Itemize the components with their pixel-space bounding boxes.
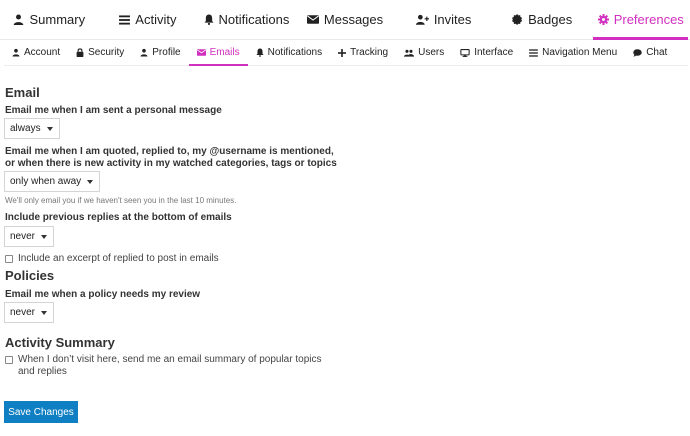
previous-replies-value: never: [10, 231, 36, 242]
subnav-profile[interactable]: [132, 40, 188, 65]
mentions-label-line2: or when there is new activity in my watched categories, tags or topics: [5, 158, 337, 169]
bell-icon: [256, 48, 264, 57]
policy-review-label: Email me when a policy needs my review: [5, 289, 201, 300]
subnav-navigation-menu[interactable]: [521, 40, 625, 65]
nav-invites-label: Invites: [433, 12, 472, 27]
email-section-title: Email: [5, 85, 40, 100]
subnav-emails-label: Emails: [209, 47, 240, 58]
caret-down-icon: [41, 311, 47, 315]
excerpt-option: [5, 253, 219, 265]
nav-badges-label: Badges: [528, 12, 573, 27]
mentions-select[interactable]: [4, 171, 100, 192]
subnav-navigation-menu-label: Navigation Menu: [542, 47, 618, 58]
envelope-icon: [197, 49, 206, 56]
subnav-users-label: Users: [418, 47, 445, 58]
subnav-account[interactable]: [4, 40, 68, 65]
mentions-hint: We'll only email you if we haven't seen you in the last 10 minutes.: [5, 196, 237, 205]
subnav-tracking-label: Tracking: [350, 47, 389, 58]
excerpt-label: Include an excerpt of replied to post in emails: [18, 253, 219, 264]
user-icon: [12, 48, 20, 57]
chat-bubble-icon: [633, 49, 642, 57]
personal-message-label: Email me when I am sent a personal message: [5, 105, 222, 116]
caret-down-icon: [47, 127, 53, 131]
desktop-icon: [460, 49, 470, 57]
subnav-security-label: Security: [88, 47, 125, 58]
nav-badges[interactable]: [493, 0, 592, 39]
nav-summary-label: Summary: [29, 12, 86, 27]
policy-review-select[interactable]: [4, 302, 54, 323]
activity-summary-option: [5, 354, 321, 378]
bars-icon: [529, 49, 538, 57]
activity-summary-label: [18, 354, 321, 378]
nav-notifications[interactable]: [197, 0, 296, 39]
subnav-profile-label: Profile: [152, 47, 181, 58]
activity-summary-checkbox[interactable]: [5, 356, 13, 364]
gear-icon: [598, 14, 609, 25]
mentions-label-line1: Email me when I am quoted, replied to, my @username is mentioned,: [5, 146, 334, 157]
subnav-tracking[interactable]: [330, 40, 396, 65]
nav-invites[interactable]: [394, 0, 493, 39]
nav-activity[interactable]: [99, 0, 198, 39]
activity-summary-label-line2: and replies: [18, 366, 67, 377]
subnav-users[interactable]: [396, 40, 452, 65]
save-changes-button[interactable]: Save Changes: [4, 401, 78, 423]
caret-down-icon: [41, 235, 47, 239]
user-icon: [13, 14, 24, 25]
nav-notifications-label: Notifications: [218, 12, 290, 27]
primary-nav: [0, 0, 690, 40]
bell-icon: [204, 14, 214, 25]
policies-section-title: Policies: [5, 268, 55, 283]
subnav-chat-label: Chat: [646, 47, 668, 58]
nav-activity-label: Activity: [135, 12, 177, 27]
nav-preferences[interactable]: [591, 0, 690, 39]
nav-messages-label: Messages: [323, 12, 384, 27]
subnav-notifications-label: Notifications: [267, 47, 323, 58]
subnav-interface-label: Interface: [474, 47, 514, 58]
caret-down-icon: [87, 180, 93, 184]
nav-preferences-label: Preferences: [613, 12, 684, 27]
subnav-emails[interactable]: [189, 40, 248, 65]
activity-summary-title: Activity Summary: [5, 335, 115, 350]
list-icon: [119, 15, 130, 25]
personal-message-select[interactable]: [4, 118, 60, 139]
envelope-icon: [307, 15, 319, 24]
lock-icon: [76, 48, 84, 57]
previous-replies-select[interactable]: [4, 226, 54, 247]
users-icon: [404, 49, 414, 57]
user-icon: [140, 48, 148, 57]
nav-summary[interactable]: [0, 0, 99, 39]
activity-summary-label-line1: When I don’t visit here, send me an email summary of popular topics: [18, 354, 322, 365]
mentions-value: only when away: [10, 176, 82, 187]
excerpt-checkbox[interactable]: [5, 255, 13, 263]
badge-icon: [512, 14, 523, 25]
previous-replies-label: Include previous replies at the bottom of emails: [5, 212, 232, 223]
policy-review-value: never: [10, 307, 36, 318]
subnav-security[interactable]: [68, 40, 132, 65]
subnav-interface[interactable]: [452, 40, 521, 65]
plus-icon: [338, 49, 346, 57]
subnav-chat[interactable]: [625, 40, 675, 65]
personal-message-value: always: [10, 123, 41, 134]
subnav-account-label: Account: [24, 47, 61, 58]
nav-messages[interactable]: [296, 0, 395, 39]
secondary-nav: [4, 40, 688, 66]
user-plus-icon: [416, 14, 429, 25]
subnav-notifications[interactable]: [248, 40, 330, 65]
